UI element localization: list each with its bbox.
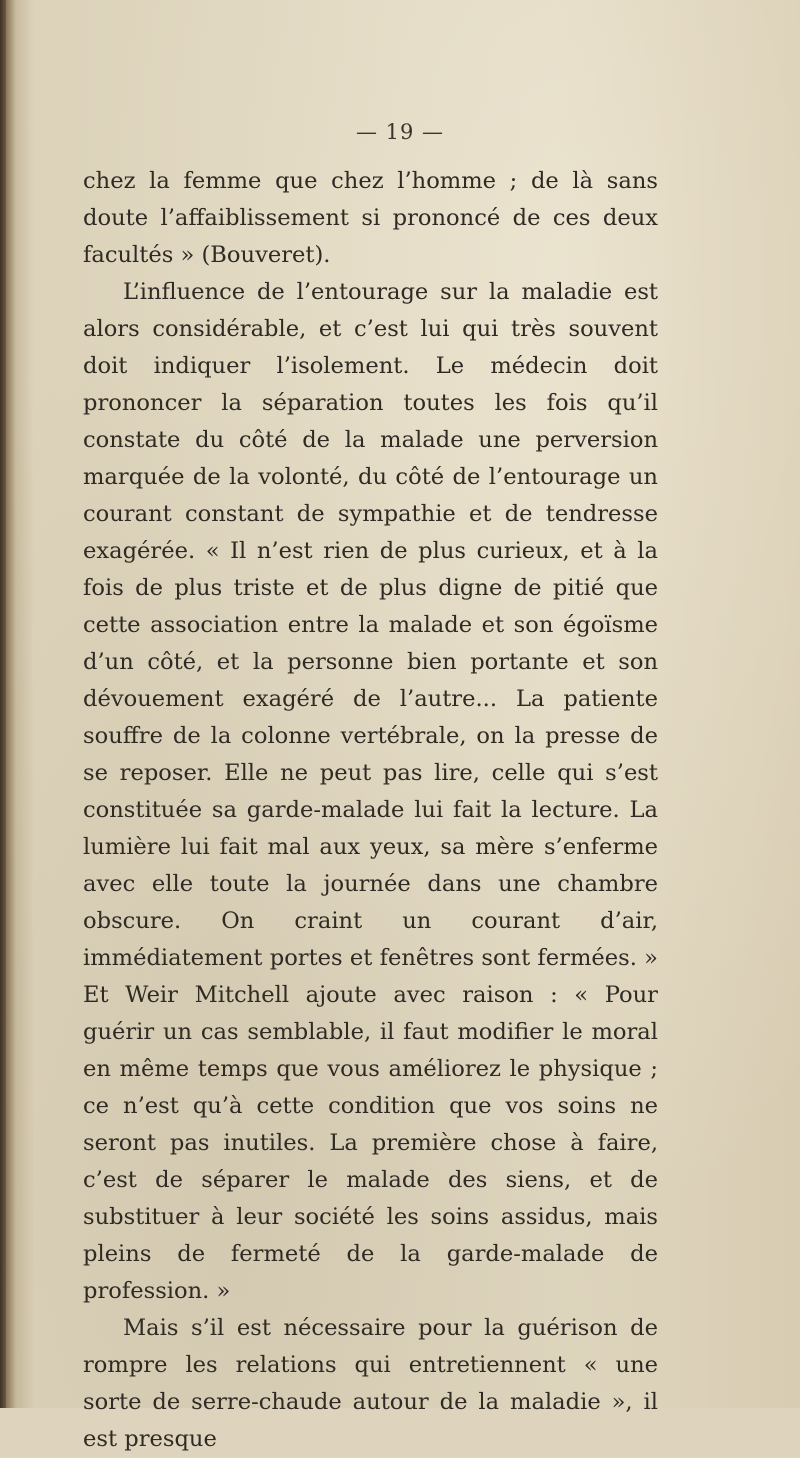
page-number: — 19 — bbox=[355, 120, 445, 144]
paragraph-3: Mais s’il est nécessaire pour la guérison de rompre les relations qui entretiennent « une sorte de serre-chaude autour de la maladie », il est presque bbox=[83, 1315, 658, 1452]
paragraph-1: chez la femme que chez l’homme ; de là sans doute l’affaiblissement si prononcé de ces deux facultés » (Bouveret). bbox=[83, 168, 658, 268]
paragraph-2: L’influence de l’entourage sur la maladie est alors considérable, et c’est lui qui très souvent doit indiquer l’isolement. Le médecin doit prononcer la séparation toutes les fois qu’il constate du côté de la malade une perversion marquée de la volonté, du côté de l’entourage un courant constant de sympathie et de tendresse exagérée. « Il n’est rien de plus curieux, et à la fois de plus triste et de plus digne de pitié que cette association entre la malade et son égoïsme d’un côté, et la personne bien portante et son dévouement exagéré de l’autre... La patiente souffre de la colonne vertébrale, on la presse de se reposer. Elle ne peut pas lire, celle qui s’est constituée sa garde-malade lui fait la lecture. La lumière lui fait mal aux yeux, sa mère s’enferme avec elle toute la journée dans une chambre obscure. On craint un courant d’air, immédiatement portes et fenêtres sont fermées. » Et Weir Mitchell ajoute avec raison : « Pour guérir un cas semblable, il faut modifier le moral en même temps que vous améliorez le physique ; ce n’est qu’à cette condition que vos soins ne seront pas inutiles. La première chose à faire, c’est de séparer le malade des siens, et de substituer à leur société les soins assidus, mais pleins de fermeté de la garde-malade de profession. » bbox=[83, 279, 658, 1304]
body-text bbox=[83, 163, 658, 1458]
binding-edge bbox=[0, 0, 6, 1408]
